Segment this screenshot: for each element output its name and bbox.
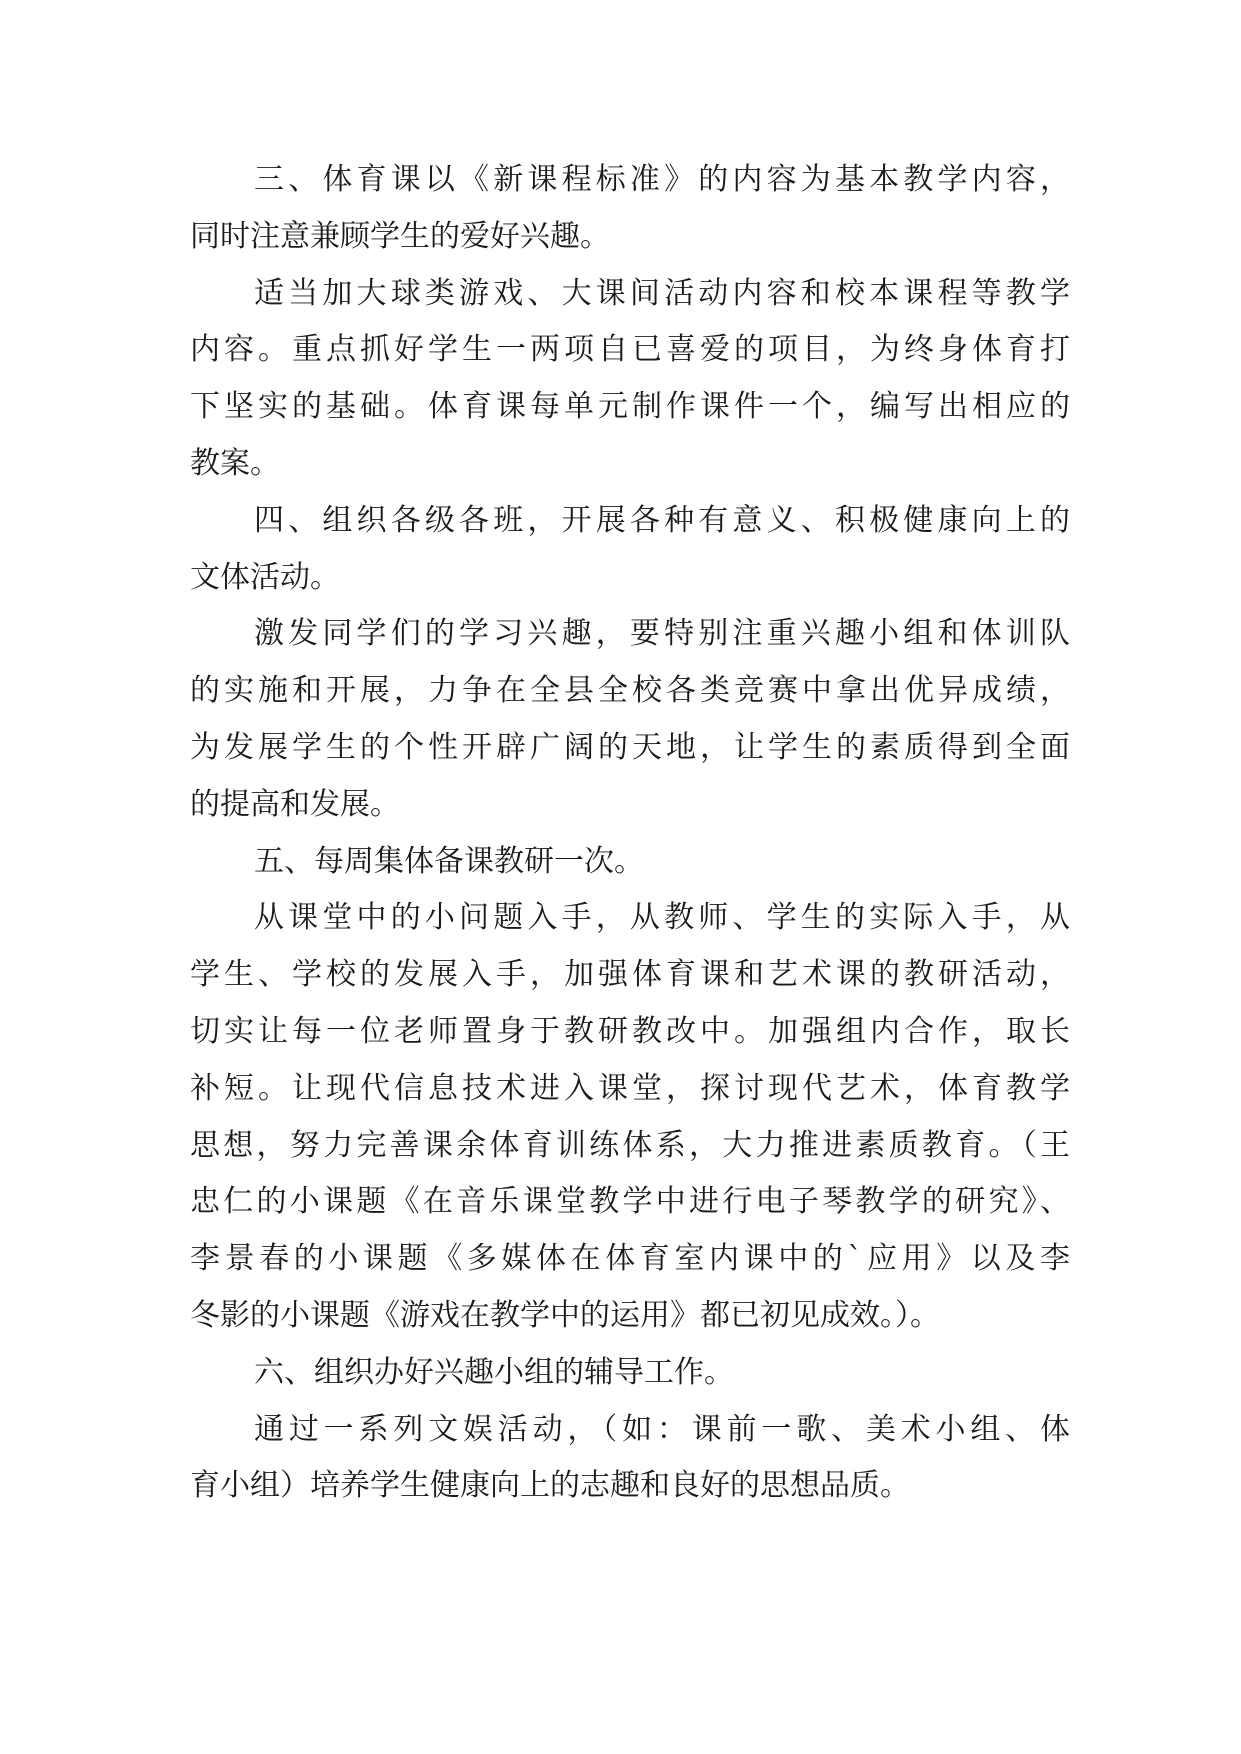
text-line: 冬影的小课题《游戏在教学中的运用》都已初见成效。）。	[190, 1297, 940, 1333]
text-line: 四、组织各级各班，开展各种有意义、积极健康向上的	[254, 502, 1070, 538]
text-line: 五、每周集体备课教研一次。	[254, 843, 644, 879]
text-line: 适当加大球类游戏、大课间活动内容和校本课程等教学	[254, 275, 1070, 311]
text-line: 切实让每一位老师置身于教研教改中。加强组内合作，取长	[190, 1013, 1070, 1049]
text-line: 教案。	[190, 445, 280, 481]
text-line: 学生、学校的发展入手，加强体育课和艺术课的教研活动，	[190, 957, 1070, 993]
text-line: 思想，努力完善课余体育训练体系，大力推进素质教育。（王	[190, 1127, 1070, 1163]
text-line: 激发同学们的学习兴趣，要特别注重兴趣小组和体训队	[254, 616, 1070, 652]
text-line: 通过一系列文娱活动，（如：课前一歌、美术小组、体	[254, 1411, 1070, 1447]
text-line: 文体活动。	[190, 559, 340, 595]
text-line: 为发展学生的个性开辟广阔的天地，让学生的素质得到全面	[190, 729, 1070, 765]
text-line: 补短。让现代信息技术进入课堂，探讨现代艺术，体育教学	[190, 1070, 1070, 1106]
text-line: 忠仁的小课题《在音乐课堂教学中进行电子琴教学的研究》、	[190, 1184, 1070, 1220]
text-line: 的实施和开展，力争在全县全校各类竞赛中拿出优异成绩，	[190, 673, 1070, 709]
text-line: 李景春的小课题《多媒体在体育室内课中的`应用》以及李	[190, 1241, 1070, 1277]
text-line: 六、组织办好兴趣小组的辅导工作。	[254, 1354, 734, 1390]
text-line: 育小组）培养学生健康向上的志趣和良好的思想品质。	[190, 1468, 910, 1504]
text-line: 下坚实的基础。体育课每单元制作课件一个，编写出相应的	[190, 389, 1070, 425]
text-line: 从课堂中的小问题入手，从教师、学生的实际入手，从	[254, 900, 1070, 936]
body-text	[190, 152, 1070, 1515]
text-line: 内容。重点抓好学生一两项自已喜爱的项目，为终身体育打	[190, 332, 1070, 368]
text-line: 同时注意兼顾学生的爱好兴趣。	[190, 218, 610, 254]
text-line: 的提高和发展。	[190, 786, 400, 822]
text-line: 三、体育课以《新课程标准》的内容为基本教学内容，	[254, 162, 1070, 197]
